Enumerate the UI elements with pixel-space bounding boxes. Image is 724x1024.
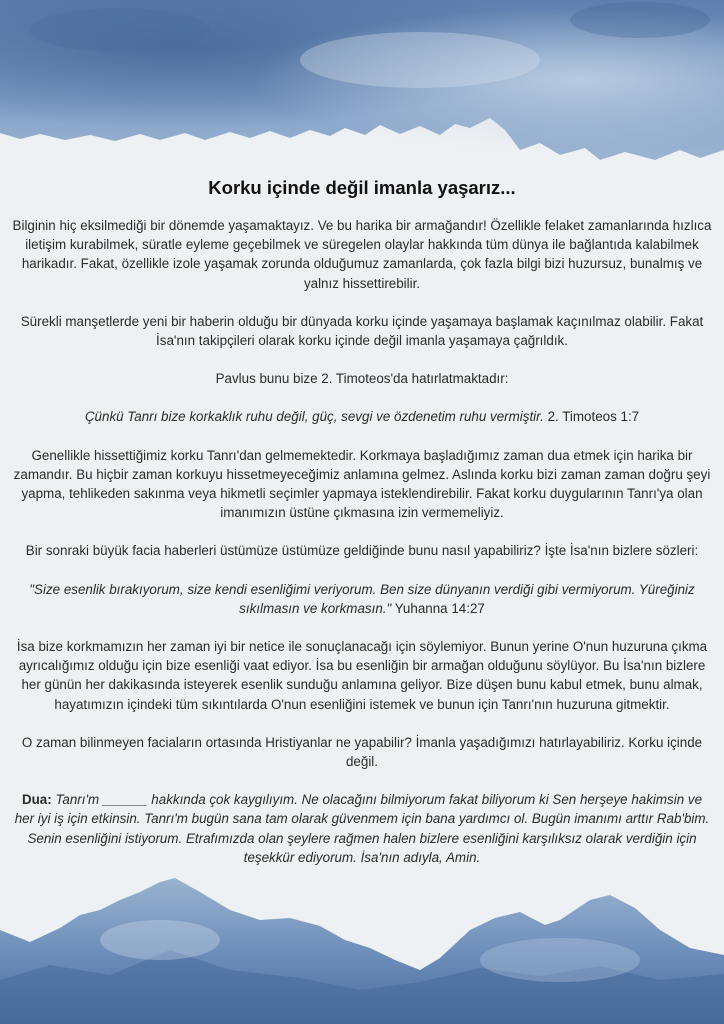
verse-yuhanna-ref: Yuhanna 14:27 [391,600,485,616]
paragraph-question: Bir sonraki büyük facia haberleri üstümüze üstümüze geldiğinde bunu nasıl yapabiliriz? İşte İsa'nın bizlere sözleri: [25,543,699,559]
watercolor-header-art [0,0,724,200]
verse-yuhanna [12,580,712,618]
prayer-text: Tanrı'm ______ hakkında çok kaygılıyım. Ne olacağını bilmiyorum fakat biliyorum ki Sen herşeye hakimsin ve her iyi iş için etkinsin. Tanrı'm bugün sana tam olarak güvenmem için bana yardımcı ol. Bugün imanımı arttır Rab'bim. Senin esenliğini istiyorum. Etrafımızda olan şeylere rağmen halen bizlere esenliğini karşılıksız olarak verdiğin için teşekkür ediyorum. İsa'nın adıyla, Amin. [14,792,710,865]
verse-yuhanna-text: "Size esenlik bırakıyorum, size kendi esenliğimi veriyorum. Ben size dünyanın verdiği gibi vermiyorum. Yüreğiniz sıkılmasın ve korkmasın." [29,581,695,616]
paragraph-conclusion: O zaman bilinmeyen faciaların ortasında Hristiyanlar ne yapabilir? İmanla yaşadığımızı hatırlayabiliriz. Korku içinde değil. [21,734,703,770]
prayer [12,790,712,867]
verse-timoteos [12,407,712,426]
paragraph-peace: İsa bize korkmamızın her zaman iyi bir netice ile sonuçlanacağı için söylemiyor. Bunun yerine O'nun huzuruna çıkma ayrıcalığımız olduğu için bize esenliği vaat ediyor. İsa bu esenliğin bir armağan olduğunu söylüyor. Bu İsa'nın bizlere her günün her dakikasında isteyerek esenlik sunduğu anlamına geliyor. Bize düşen bunu kabul etmek, bunu almak, hayatımızın içindeki tüm sıkıntılarda O'nun esenliğini istemek ve bunun için Tanrı'nın huzuruna gitmektir. [16,639,708,712]
watercolor-footer-art [0,870,724,1024]
paragraph-intro: Bilginin hiç eksilmediği bir dönemde yaşamaktayız. Ve bu harika bir armağandır! Özellikle felaket zamanlarında hızlıca iletişim kurabilmek, süratle eyleme geçebilmek ve süregelen olaylar hakkında tüm dünya ile bağlantıda kalabilmek harikadır. Fakat, özellikle izole yaşamak zorunda olduğumuz zamanlarda, çok fazla bilgi bizi huzursuz, bunalmış ve yalnız hissettirebilir. [12,218,712,291]
paragraph-pavlus: Pavlus bunu bize 2. Timoteos'da hatırlatmaktadır: [215,371,509,387]
paragraph-fear: Genellikle hissettiğimiz korku Tanrı'dan gelmemektedir. Korkmaya başladığımız zaman dua etmek için harika bir zamandır. Bu hiçbir zaman korkuyu hissetmeyeceğimiz anlamına gelmez. Aslında korku bizi zaman zaman doğru şeyi yapma, tehlikeden sakınma veya hikmetli seçimler yapmaya isteklendirebilir. Fakat korku duygularının Tanrı'ya olan imanımızın üstüne çıkmasına izin vermemeliyiz. [13,447,711,521]
paragraph-headlines: Sürekli manşetlerde yeni bir haberin olduğu bir dünyada korku içinde yaşamaya başlamak kaçınılmaz olabilir. Fakat İsa'nın takipçileri olarak korku içinde değil imanla yaşamaya çağrıldık. [20,313,704,349]
verse-timoteos-text: Çünkü Tanrı bize korkaklık ruhu değil, güç, sevgi ve özdenetim ruhu vermiştir. [84,409,544,425]
verse-timoteos-ref: 2. Timoteos 1:7 [543,409,640,425]
prayer-label: Dua: [21,792,52,808]
article-body [12,176,712,886]
page-title: Korku içinde değil imanla yaşarız... [208,177,516,198]
